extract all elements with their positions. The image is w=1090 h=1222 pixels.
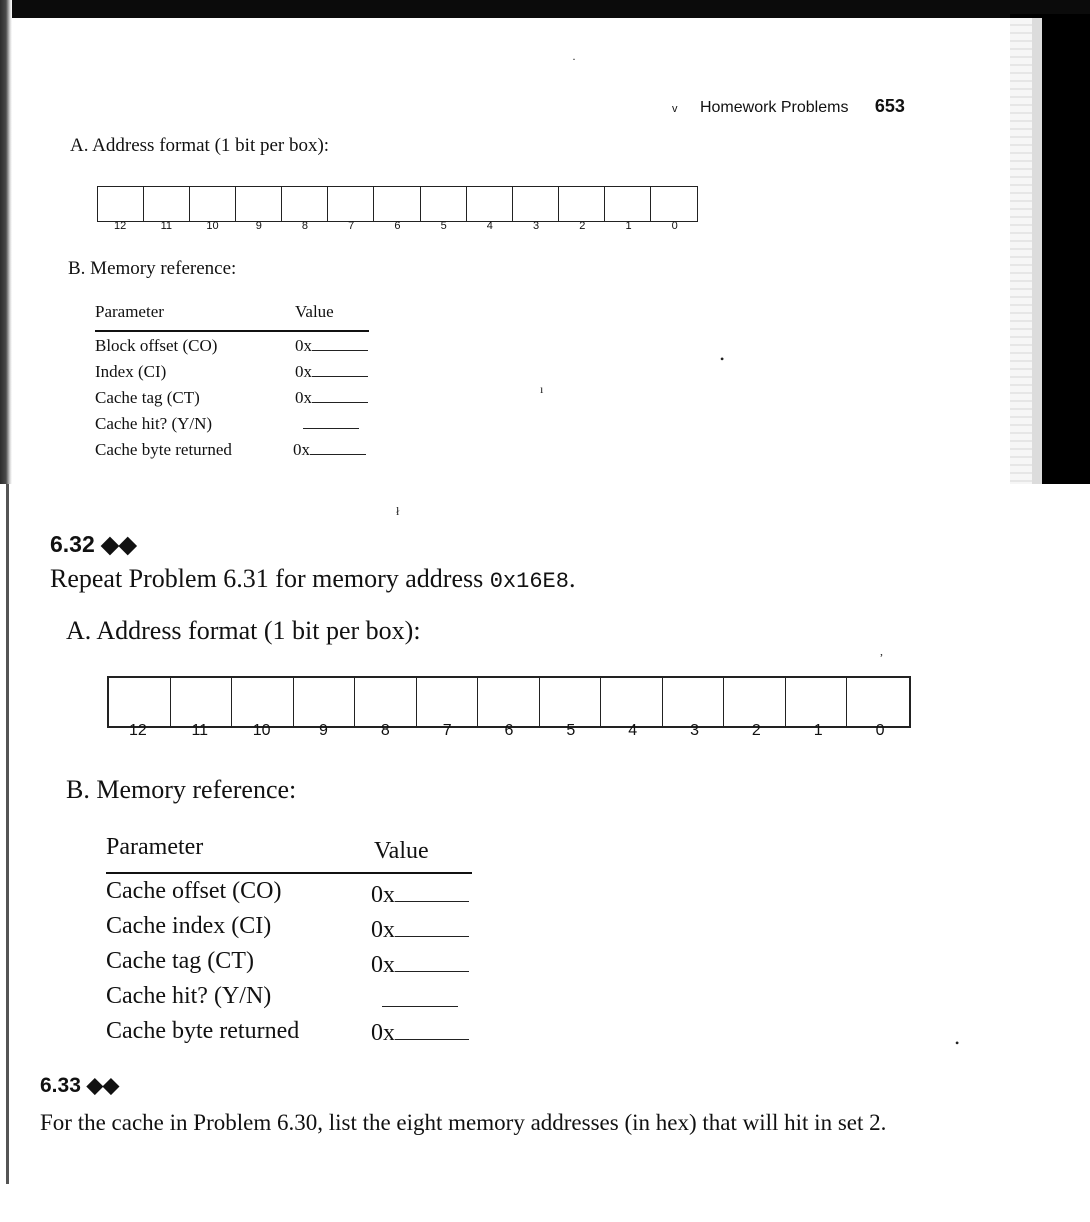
running-head-mark: v xyxy=(672,103,678,115)
bit-label: 7 xyxy=(442,722,452,739)
table-row-label: Cache tag (CT) xyxy=(95,388,200,407)
bit-box xyxy=(171,678,233,726)
bit-label: 12 xyxy=(113,220,127,232)
bit-label: 10 xyxy=(206,220,219,232)
table-row-label: Cache tag (CT) xyxy=(106,948,254,974)
table-row-value xyxy=(382,987,458,1014)
table-row-value: 0x xyxy=(371,1020,469,1047)
bit-box xyxy=(540,678,602,726)
table-header-rule xyxy=(106,872,472,874)
bit-label: 0 xyxy=(671,220,678,232)
table-row-value: 0x xyxy=(371,917,469,944)
table-row-value: 0x xyxy=(371,952,469,979)
table-row-value: 0x xyxy=(295,362,368,382)
bit-box xyxy=(294,678,356,726)
bit-label: 1 xyxy=(813,722,823,739)
bottom-part-a-title: A. Address format (1 bit per box): xyxy=(66,616,421,645)
bit-label: 7 xyxy=(348,220,355,232)
table-header-value: Value xyxy=(374,838,429,864)
bit-box xyxy=(417,678,479,726)
top-bit-labels xyxy=(97,220,698,232)
scan-speck: · xyxy=(572,52,576,66)
bit-label: 1 xyxy=(625,220,632,232)
bit-box xyxy=(232,678,294,726)
bit-box xyxy=(109,678,171,726)
bit-label: 5 xyxy=(440,220,447,232)
bit-box xyxy=(190,187,236,221)
table-row-value: 0x xyxy=(371,882,469,909)
problem-633-number: 6.33 ◆◆ xyxy=(40,1074,120,1097)
bit-label: 3 xyxy=(690,722,699,739)
top-address-bit-boxes xyxy=(97,186,698,222)
bottom-bit-labels xyxy=(107,722,911,740)
bit-label: 8 xyxy=(301,220,309,232)
scan-speck: • xyxy=(955,1036,960,1050)
bit-box xyxy=(651,187,697,221)
table-row-label: Cache byte returned xyxy=(106,1018,300,1044)
bit-label: 0 xyxy=(875,722,885,739)
scan-speck: • xyxy=(720,352,725,366)
table-row-label: Cache offset (CO) xyxy=(106,878,282,904)
scan-left-edge-bottom xyxy=(6,484,9,1184)
bit-label: 8 xyxy=(380,722,390,739)
memory-address: 0x16E8 xyxy=(489,569,569,594)
running-head xyxy=(672,96,905,117)
bit-box xyxy=(144,187,190,221)
scan-speck: , xyxy=(880,644,883,658)
table-row-value: 0x xyxy=(293,440,366,460)
top-scan-region xyxy=(0,0,1090,484)
bottom-part-b-title: B. Memory reference: xyxy=(66,775,297,804)
bit-box xyxy=(236,187,282,221)
bit-box xyxy=(478,678,540,726)
bit-box xyxy=(98,187,144,221)
bit-box xyxy=(786,678,848,726)
bit-box xyxy=(421,187,467,221)
problem-632-statement: Repeat Problem 6.31 for memory address 0x16E8. xyxy=(50,564,576,594)
bit-box xyxy=(559,187,605,221)
problem-633-statement: For the cache in Problem 6.30, list the eight memory addresses (in hex) that will hit in set 2. xyxy=(40,1110,887,1135)
table-row-label: Cache byte returned xyxy=(95,440,232,459)
bit-box xyxy=(282,187,328,221)
bit-box xyxy=(605,187,651,221)
bit-label: 10 xyxy=(252,722,271,739)
bit-label: 4 xyxy=(486,220,493,232)
table-row-label: Cache index (CI) xyxy=(106,913,272,939)
bit-label: 9 xyxy=(255,220,262,232)
bit-label: 11 xyxy=(191,722,209,739)
table-header-parameter: Parameter xyxy=(106,834,204,860)
bit-box xyxy=(355,678,417,726)
table-row-label: Index (CI) xyxy=(95,362,167,381)
bit-box xyxy=(374,187,420,221)
table-row-label: Cache hit? (Y/N) xyxy=(95,414,213,433)
bit-label: 12 xyxy=(129,722,147,739)
page-number: 653 xyxy=(874,96,905,116)
bit-label: 6 xyxy=(504,722,514,739)
scan-speck: ı xyxy=(540,382,544,396)
table-row-value: 0x xyxy=(295,388,368,408)
table-row-value: 0x xyxy=(295,336,368,356)
bit-box xyxy=(663,678,725,726)
bit-label: 3 xyxy=(533,220,540,232)
table-header-value: Value xyxy=(295,302,334,321)
table-row-value xyxy=(303,414,359,434)
scan-top-border xyxy=(0,0,1090,18)
bottom-address-bit-boxes xyxy=(107,676,911,728)
table-row-label: Block offset (CO) xyxy=(95,336,218,355)
bit-label: 5 xyxy=(566,722,576,739)
table-header-rule xyxy=(95,330,369,332)
running-head-title: Homework Problems xyxy=(699,99,849,116)
problem-632-number: 6.32 ◆◆ xyxy=(50,531,137,557)
bit-label: 11 xyxy=(160,220,173,232)
top-part-a-title: A. Address format (1 bit per box): xyxy=(70,135,330,156)
bit-box xyxy=(328,187,374,221)
table-row-label: Cache hit? (Y/N) xyxy=(106,983,272,1009)
bit-box xyxy=(513,187,559,221)
bit-box xyxy=(847,678,909,726)
bit-label: 9 xyxy=(319,722,328,739)
scan-right-edge xyxy=(1010,14,1090,484)
table-header-parameter: Parameter xyxy=(95,302,164,321)
bit-label: 4 xyxy=(628,722,638,739)
bit-box xyxy=(467,187,513,221)
scan-speck: ł xyxy=(396,504,400,518)
bit-label: 6 xyxy=(394,220,401,232)
scan-left-edge xyxy=(0,0,12,484)
bit-label: 2 xyxy=(579,220,586,232)
top-part-b-title: B. Memory reference: xyxy=(68,258,237,279)
bit-label: 2 xyxy=(751,722,761,739)
bit-box xyxy=(724,678,786,726)
bit-box xyxy=(601,678,663,726)
